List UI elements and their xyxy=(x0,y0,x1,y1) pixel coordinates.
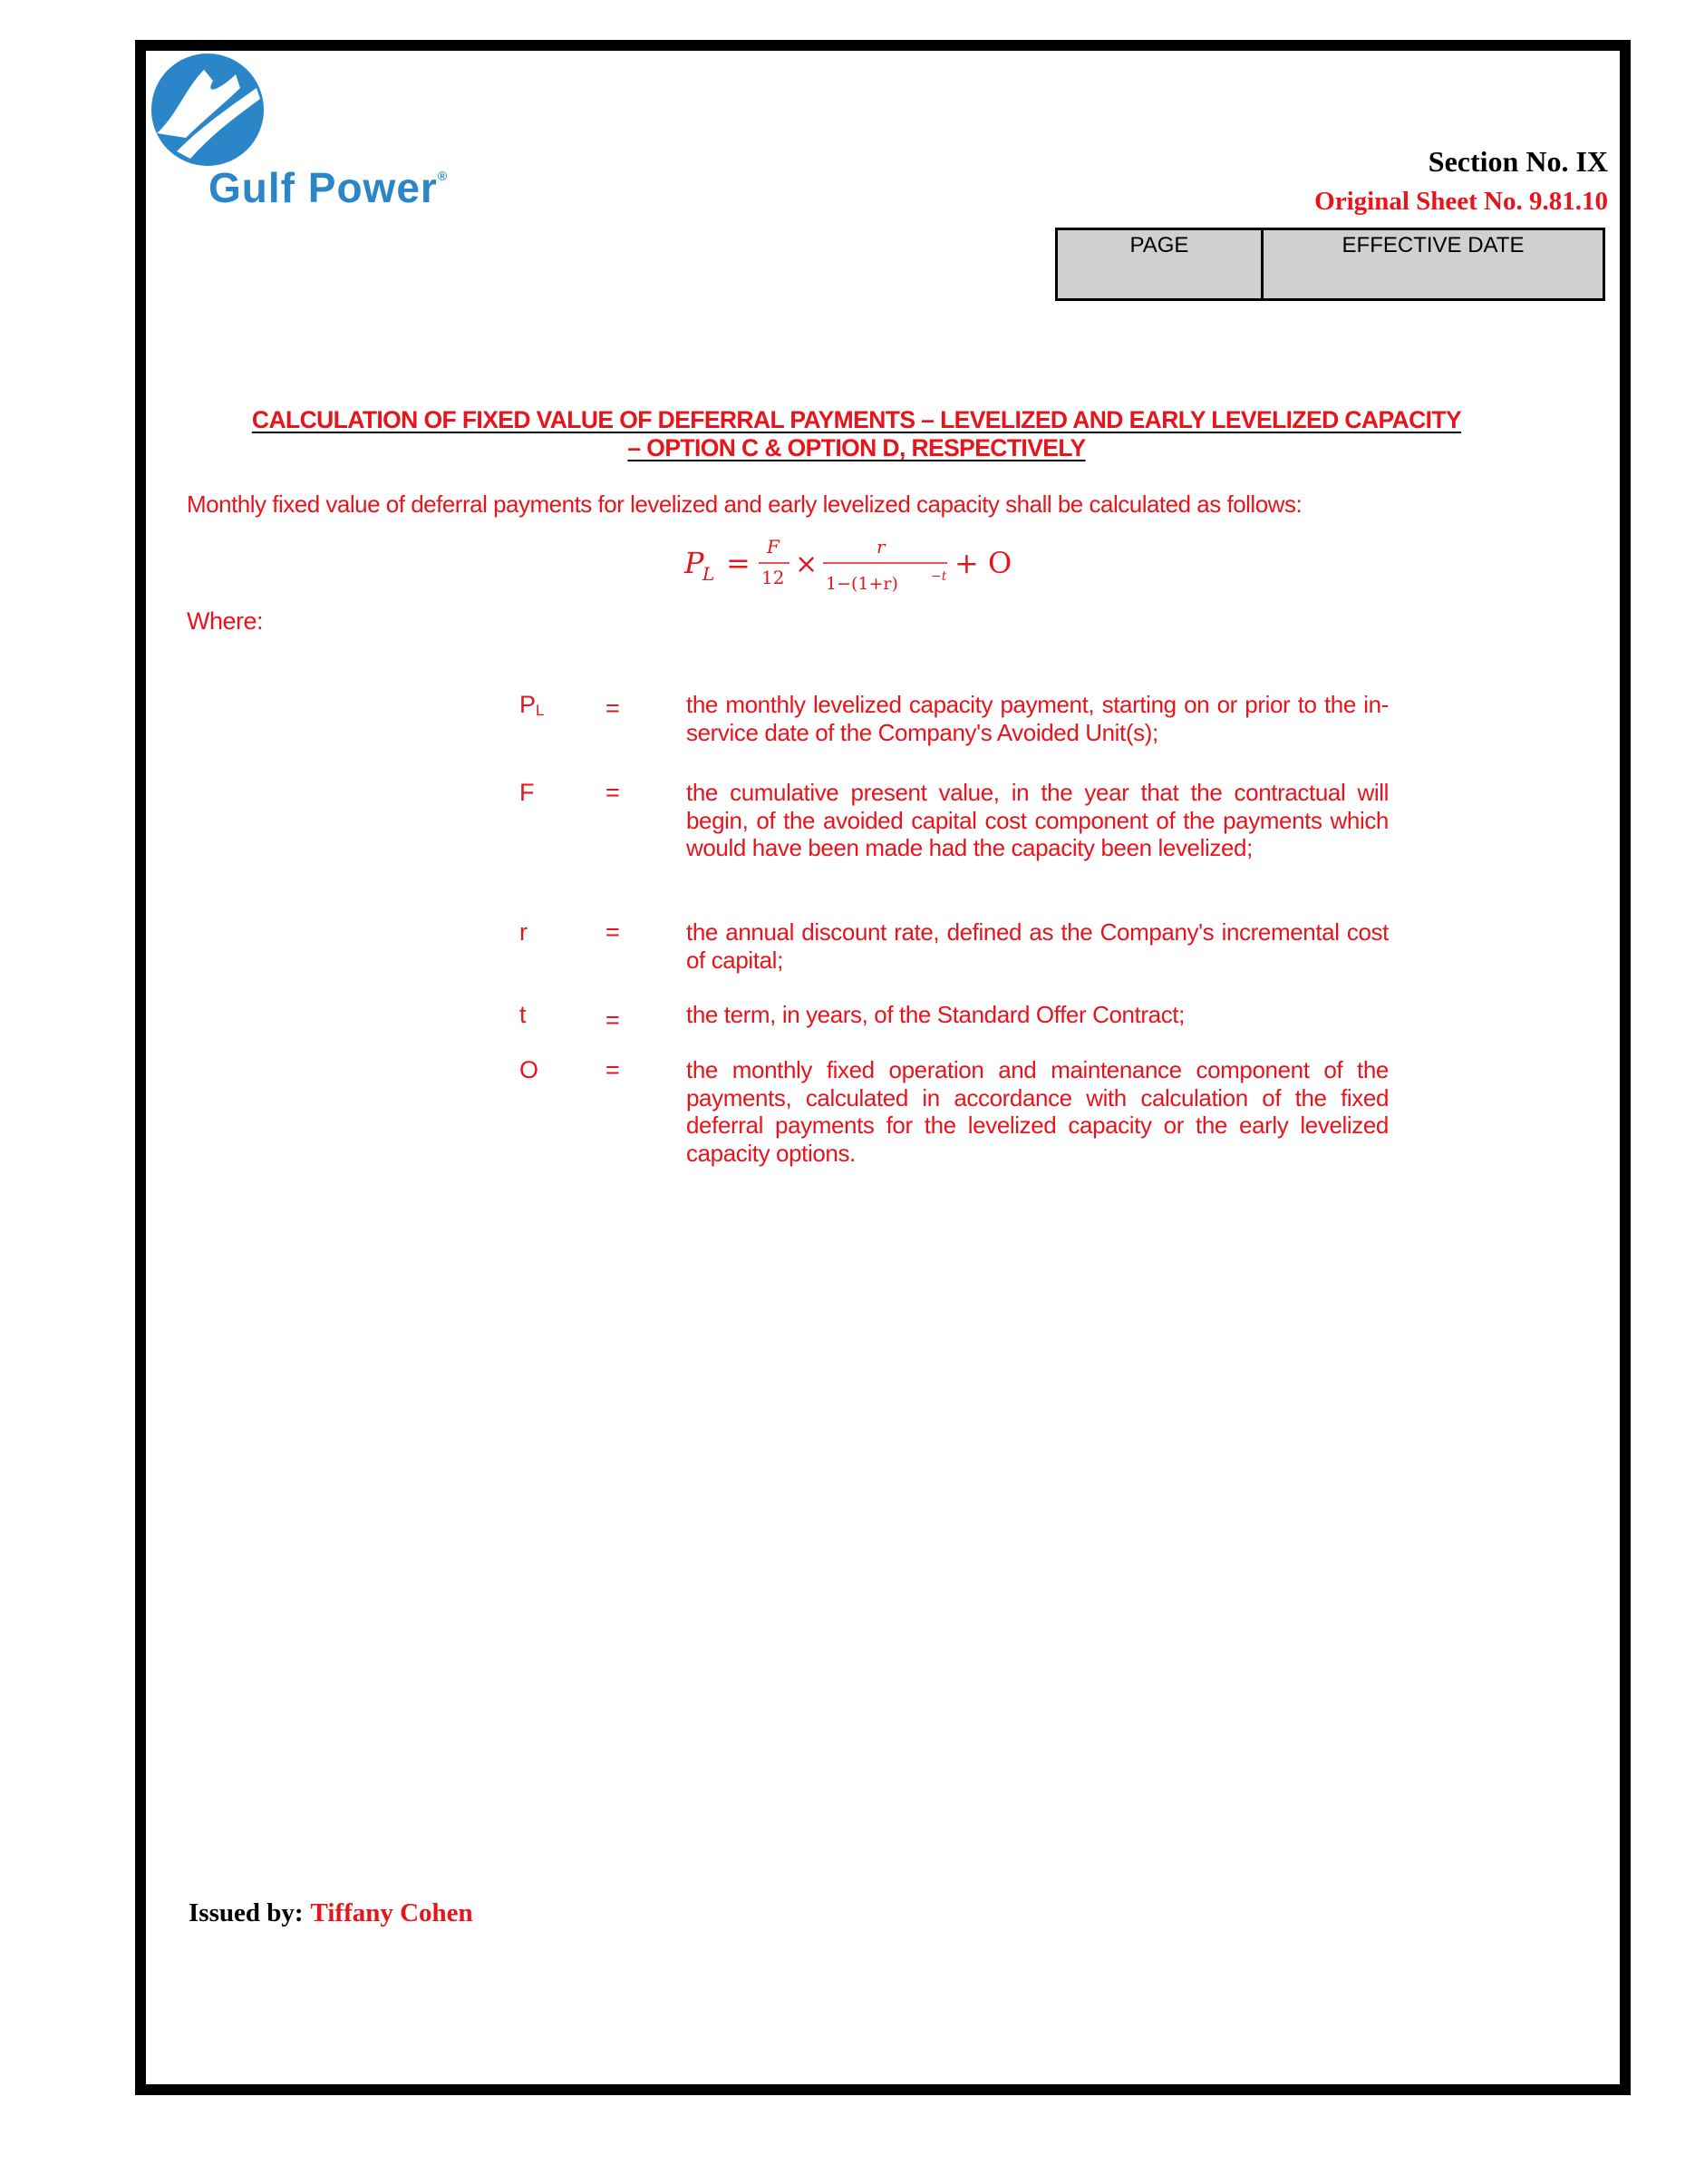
definition-text: the monthly levelized capacity payment, starting on or prior to the in- service date of the Company's Avoided Unit(s); xyxy=(686,691,1389,746)
formula-r-denominator: 1−(1+r) xyxy=(826,574,898,594)
page-header-cell: PAGE xyxy=(1058,230,1264,298)
definition-symbol: F xyxy=(519,779,535,806)
section-number: Section No. IX xyxy=(1428,145,1608,178)
definition-symbol: t xyxy=(519,1001,527,1028)
definition-equals: = xyxy=(605,1006,620,1034)
intro-paragraph: Monthly fixed value of deferral payments for levelized and early levelized capacity shall be calculated as follows: xyxy=(187,490,1303,518)
issued-by xyxy=(189,1898,473,1928)
where-label: Where: xyxy=(187,607,264,635)
definition-text: the annual discount rate, defined as the Company's incremental cost of capital; xyxy=(686,918,1389,974)
formula-equals: = xyxy=(726,546,751,580)
formula-f-numerator: F xyxy=(767,536,780,558)
formula-r-numerator: r xyxy=(877,536,886,558)
formula-lhs: P xyxy=(684,546,704,580)
company-logo-text: Gulf Power® xyxy=(208,164,449,211)
definition-equals: = xyxy=(605,779,620,806)
formula-r-denominator-exponent: −t xyxy=(931,569,947,584)
definition-symbol: r xyxy=(519,918,528,946)
sheet-number: Original Sheet No. 9.81.10 xyxy=(1314,187,1608,216)
formula-times: × xyxy=(795,548,818,580)
definition-equals: = xyxy=(605,694,620,722)
definition-symbol: O xyxy=(519,1056,539,1083)
issued-by-name: Tiffany Cohen xyxy=(310,1898,473,1927)
formula-f-denominator: 12 xyxy=(761,567,785,588)
levelized-payment-formula xyxy=(675,533,1020,606)
title-line-1: CALCULATION OF FIXED VALUE OF DEFERRAL PAYMENTS – LEVELIZED AND EARLY LEVELIZED CAPACITY xyxy=(251,406,1462,433)
formula-lhs-sub: L xyxy=(702,563,715,585)
definition-text: the term, in years, of the Standard Offer Contract; xyxy=(686,1001,1185,1028)
effective-date-header-cell: EFFECTIVE DATE xyxy=(1341,233,1525,257)
definition-symbol: $P_L$ xyxy=(519,691,545,719)
document-title xyxy=(181,406,1532,462)
definition-text: the cumulative present value, in the year that the contractual will begin, of the avoided capital cost component of the payments which would have been made had the capacity been levelized; xyxy=(686,779,1389,861)
definition-equals: = xyxy=(605,918,620,946)
title-line-2: – OPTION C & OPTION D, RESPECTIVELY xyxy=(627,434,1086,461)
definition-text: the monthly fixed operation and maintenance component of the payments, calculated in accordance with calculation of the fixed deferral payments for the levelized capacity or the early levelized capacity options. xyxy=(686,1056,1389,1167)
formula-plus-o: + O xyxy=(954,546,1012,580)
page-effective-date-table xyxy=(1055,228,1605,301)
definition-equals: = xyxy=(605,1056,620,1083)
issued-by-label: Issued by: xyxy=(189,1898,304,1927)
